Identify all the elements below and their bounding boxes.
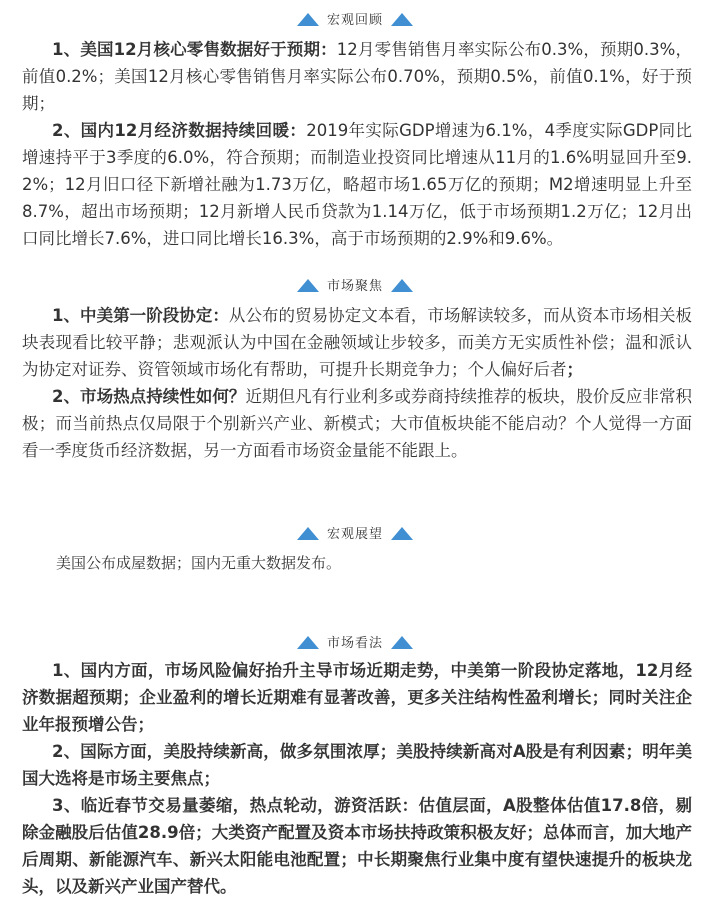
paragraph-lead: 2、国内12月经济数据持续回暖：	[52, 121, 307, 140]
paragraph	[22, 117, 692, 252]
triangle-icon	[297, 636, 319, 649]
paragraph-body: 从公布的贸易协定文本看，市场解读较多，而从资本市场相关板块表现看比较平静；悲观派认为中国在金融领域让步较多，而美方无实质性补偿；温和派认为协定对证券、资管领域市场化有帮助，可提升长期竞争力；个人偏好后者	[22, 306, 692, 379]
paragraph-lead: 1、美国12月核心零售数据好于预期：	[52, 40, 337, 59]
section-title: 宏观回顾	[326, 12, 383, 28]
paragraph	[22, 36, 692, 117]
section-header-macro-outlook	[0, 522, 710, 542]
paragraph-tail: ；	[566, 360, 583, 379]
paragraph: 1、国内方面，市场风险偏好抬升主导市场近期走势，中美第一阶段协定落地，12月经济数据超预期；企业盈利的增长近期难有显著改善，更多关注结构性盈利增长；同时关注企业年报预增公告；	[22, 661, 692, 734]
triangle-icon	[391, 527, 413, 540]
paragraph-body: 12月零售销售月率实际公布0.3%，预期0.3%，前值0.2%；美国12月核心零售销售月率实际公布0.70%，预期0.5%，前值0.1%，好于预期；	[22, 40, 692, 113]
paragraph-lead: 1、中美第一阶段协定：	[52, 306, 229, 325]
paragraph-body: 2019年实际GDP增速为6.1%，4季度实际GDP同比增速持平于3季度的6.0%，符合预期；而制造业投资同比增速从11月的1.6%明显回升至9.2%；12月旧口径下新增社融为1.73万亿，略超市场1.65万亿的预期；M2增速明显上升至8.7%，超出市场预期；12月新增人民币贷款为1.14万亿，低于市场预期1.2万亿；12月出口同比增长7.6%，进口同比增长16.3%，高于市场预期的2.9%和9.6%。	[22, 121, 692, 248]
outlook-text: 美国公布成屋数据；国内无重大数据发布。	[56, 554, 342, 572]
section-title: 市场聚焦	[326, 278, 383, 294]
triangle-icon	[297, 527, 319, 540]
paragraph-body: 近期但凡有行业利多或券商持续推荐的板块，股价反应非常积极；而当前热点仅局限于个别新兴产业、新模式；大市值板块能不能启动？个人觉得一方面看一季度货币经济数据，另一方面看市场资金量能不能跟上。	[22, 387, 693, 460]
section-title: 宏观展望	[326, 526, 383, 542]
triangle-icon	[297, 13, 319, 26]
section-title: 市场看法	[326, 635, 383, 651]
triangle-icon	[391, 279, 413, 292]
triangle-icon	[391, 13, 413, 26]
section-header-market-view	[0, 631, 710, 651]
paragraph-lead: 2、市场热点持续性如何？	[52, 387, 246, 406]
section-header-macro-review	[0, 8, 710, 28]
triangle-icon	[391, 636, 413, 649]
triangle-icon	[297, 279, 319, 292]
paragraph	[22, 383, 692, 464]
paragraph	[22, 302, 692, 383]
paragraph: 3、临近春节交易量萎缩，热点轮动，游资活跃：估值层面，A股整体估值17.8倍，剔除金融股后估值28.9倍；大类资产配置及资本市场扶持政策积极友好；总体而言，加大地产后周期、新能源汽车、新兴太阳能电池配置；中长期聚焦行业集中度有望快速提升的板块龙头，以及新兴产业国产替代。	[22, 796, 692, 896]
section-header-market-focus	[0, 274, 710, 294]
paragraph: 2、国际方面，美股持续新高，做多氛围浓厚；美股持续新高对A股是有利因素；明年美国大选将是市场主要焦点；	[22, 742, 692, 788]
